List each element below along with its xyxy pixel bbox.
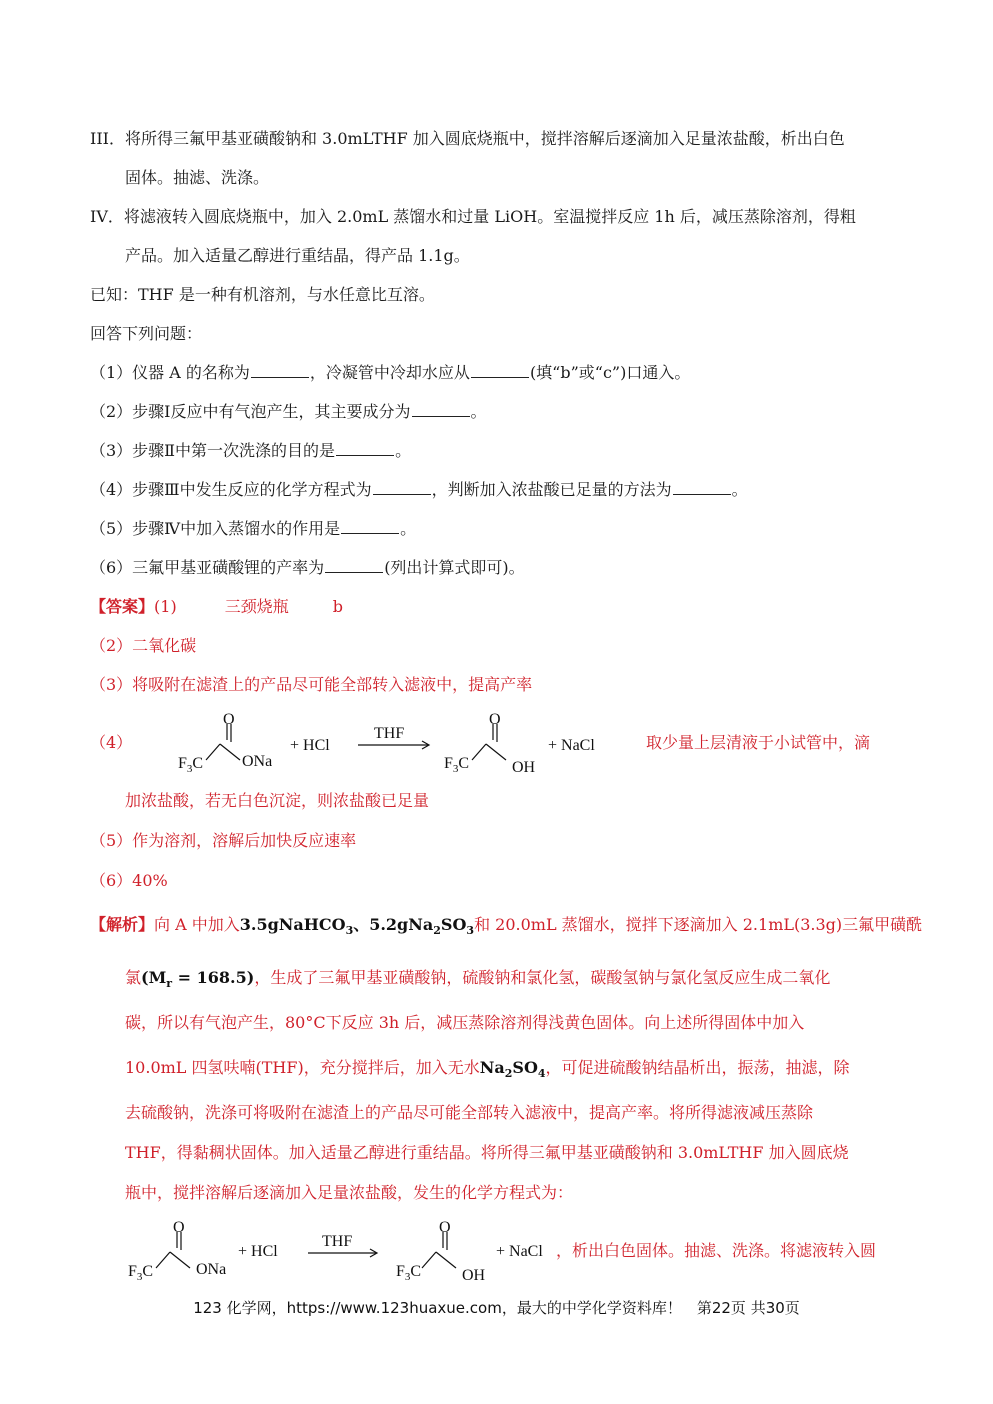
answer-2: （2）二氧化碳 (90, 636, 197, 655)
product-cf3: $F_3C$ (396, 1263, 422, 1283)
arrow-solvent: THF (374, 725, 405, 742)
answer-1 (90, 596, 343, 618)
reactant-oxygen: O (223, 712, 235, 728)
analysis-formula: $Na_2SO_4$ (479, 1058, 546, 1081)
answer-blank (325, 558, 383, 573)
product-oxygen: O (439, 1220, 451, 1236)
question-5-text-b: 。 (400, 519, 417, 538)
answer-tag: 【答案】 (90, 597, 155, 616)
question-5-text-a: （5）步骤Ⅳ中加入蒸馏水的作用是 (90, 519, 341, 538)
answer-blank (251, 363, 309, 378)
answer-blank (336, 441, 394, 456)
molar-mass-formula: $(M_r = 168.5)$ (141, 968, 255, 991)
reactant-hcl: + HCl (290, 737, 330, 754)
question-1-text-c: (填“b”或“c”)口通入。 (529, 363, 691, 382)
analysis-text: 和 20.0mL 蒸馏水，搅拌下逐滴加入 2.1mL(3.3g)三氟甲磺酰 (474, 915, 923, 934)
question-2-text-a: （2）步骤Ⅰ反应中有气泡产生，其主要成分为 (90, 402, 411, 421)
analysis-line-7: 瓶中，搅拌溶解后逐滴加入足量浓盐酸，发生的化学方程式为： (125, 1183, 574, 1202)
question-3 (90, 440, 411, 462)
question-2-text-b: 。 (470, 402, 487, 421)
answer-prompt: 回答下列问题： (90, 324, 203, 343)
answer-4-text-a: 取少量上层清液于小试管中，滴 (646, 733, 871, 752)
question-1 (90, 362, 690, 384)
product-cf3: $F_3C$ (444, 755, 470, 775)
answer-4-num: （4） (90, 733, 133, 752)
question-2 (90, 401, 487, 423)
reactant-ona: ONa (242, 753, 273, 770)
question-4 (90, 479, 748, 501)
answer-1-num: (1) (154, 597, 177, 616)
reactant-cf3: $F_3C$ (128, 1263, 154, 1283)
known-note: 已知：THF 是一种有机溶剂，与水任意比互溶。 (90, 285, 435, 304)
question-4-text-a: （4）步骤Ⅲ中发生反应的化学方程式为 (90, 480, 372, 499)
analysis-line-1 (90, 914, 922, 942)
analysis-line-8: ，析出白色固体。抽滤、洗涤。将滤液转入圆 (556, 1241, 877, 1260)
analysis-tag: 【解析】 (90, 915, 155, 934)
analysis-text: 氯 (125, 968, 142, 987)
analysis-line-5: 去硫酸钠，洗涤可将吸附在滤渣上的产品尽可能全部转入滤液中，提高产率。将所得滤液减压蒸除 (125, 1103, 814, 1122)
question-5 (90, 518, 416, 540)
step-4-line-2: 产品。加入适量乙醇进行重结晶，得产品 1.1g。 (125, 246, 470, 265)
answer-blank (341, 519, 399, 534)
question-6-text-a: （6）三氟甲基亚磺酸锂的产率为 (90, 558, 325, 577)
answer-blank (673, 480, 731, 495)
question-4-text-b: ，判断加入浓盐酸已足量的方法为 (431, 480, 672, 499)
step-4-line-1: IV．将滤液转入圆底烧瓶中，加入 2.0mL 蒸馏水和过量 LiOH。室温搅拌反应 1h 后，减压蒸除溶剂，得粗 (90, 207, 856, 226)
analysis-line-6: THF，得黏稠状固体。加入适量乙醇进行重结晶。将所得三氟甲基亚磺酸钠和 3.0mLTHF 加入圆底烧 (125, 1143, 849, 1162)
question-4-text-c: 。 (731, 480, 748, 499)
reaction-equation-analysis (122, 1220, 562, 1290)
answer-blank (471, 363, 529, 378)
answer-blank (412, 402, 470, 417)
product-oh: OH (512, 759, 536, 776)
answer-6: （6）40% (90, 871, 168, 890)
analysis-formula: 3.5gNaHCO$_3$、$5.2gNa_2SO_3$ (239, 915, 475, 938)
question-1-text-b: ，冷凝管中冷却水应从 (309, 363, 470, 382)
product-nacl: + NaCl (496, 1243, 543, 1260)
reaction-diagram (172, 712, 622, 778)
step-3-line-2: 固体。抽滤、洗涤。 (125, 168, 270, 187)
analysis-text: 向 A 中加入 (154, 915, 240, 934)
step-3-line-1: III．将所得三氟甲基亚磺酸钠和 3.0mLTHF 加入圆底烧瓶中，搅拌溶解后逐滴加入足量浓盐酸，析出白色 (90, 129, 845, 148)
question-1-text-a: （1）仪器 A 的名称为 (90, 363, 250, 382)
product-oh: OH (462, 1267, 486, 1284)
product-oxygen: O (489, 712, 501, 728)
analysis-text: 10.0mL 四氢呋喃(THF)，充分搅拌后，加入无水 (125, 1058, 480, 1077)
analysis-text: ，生成了三氟甲基亚磺酸钠，硫酸钠和氯化氢，碳酸氢钠与氯化氢反应生成二氧化 (254, 968, 831, 987)
analysis-text: ，可促进硫酸钠结晶析出，振荡，抽滤，除 (545, 1058, 850, 1077)
arrow-solvent: THF (322, 1233, 353, 1250)
answer-1-value-1: 三颈烧瓶 (224, 597, 289, 616)
analysis-line-2 (125, 967, 830, 995)
answer-5: （5）作为溶剂，溶解后加快反应速率 (90, 831, 357, 850)
question-6 (90, 557, 525, 579)
product-nacl: + NaCl (548, 737, 595, 754)
reaction-diagram (122, 1220, 562, 1286)
answer-blank (373, 480, 431, 495)
reactant-hcl: + HCl (238, 1243, 278, 1260)
question-3-text-a: （3）步骤Ⅱ中第一次洗涤的目的是 (90, 441, 336, 460)
page-footer: 123 化学网，https://www.123huaxue.com，最大的中学化学资料库！ 第22页 共30页 (193, 1299, 800, 1317)
answer-4-text-b: 加浓盐酸，若无白色沉淀，则浓盐酸已足量 (125, 791, 430, 810)
reactant-oxygen: O (173, 1220, 185, 1236)
question-3-text-b: 。 (395, 441, 412, 460)
analysis-line-4 (125, 1057, 850, 1085)
analysis-line-3: 碳，所以有气泡产生，80°C下反应 3h 后，减压蒸除溶剂得浅黄色固体。向上述所得固体中加入 (125, 1013, 805, 1032)
answer-1-value-2: b (332, 597, 343, 616)
reaction-equation-answer (172, 712, 622, 782)
answer-3: （3）将吸附在滤渣上的产品尽可能全部转入滤液中，提高产率 (90, 675, 533, 694)
reactant-ona: ONa (196, 1261, 227, 1278)
reactant-cf3: $F_3C$ (178, 755, 204, 775)
question-6-text-b: (列出计算式即可)。 (384, 558, 525, 577)
